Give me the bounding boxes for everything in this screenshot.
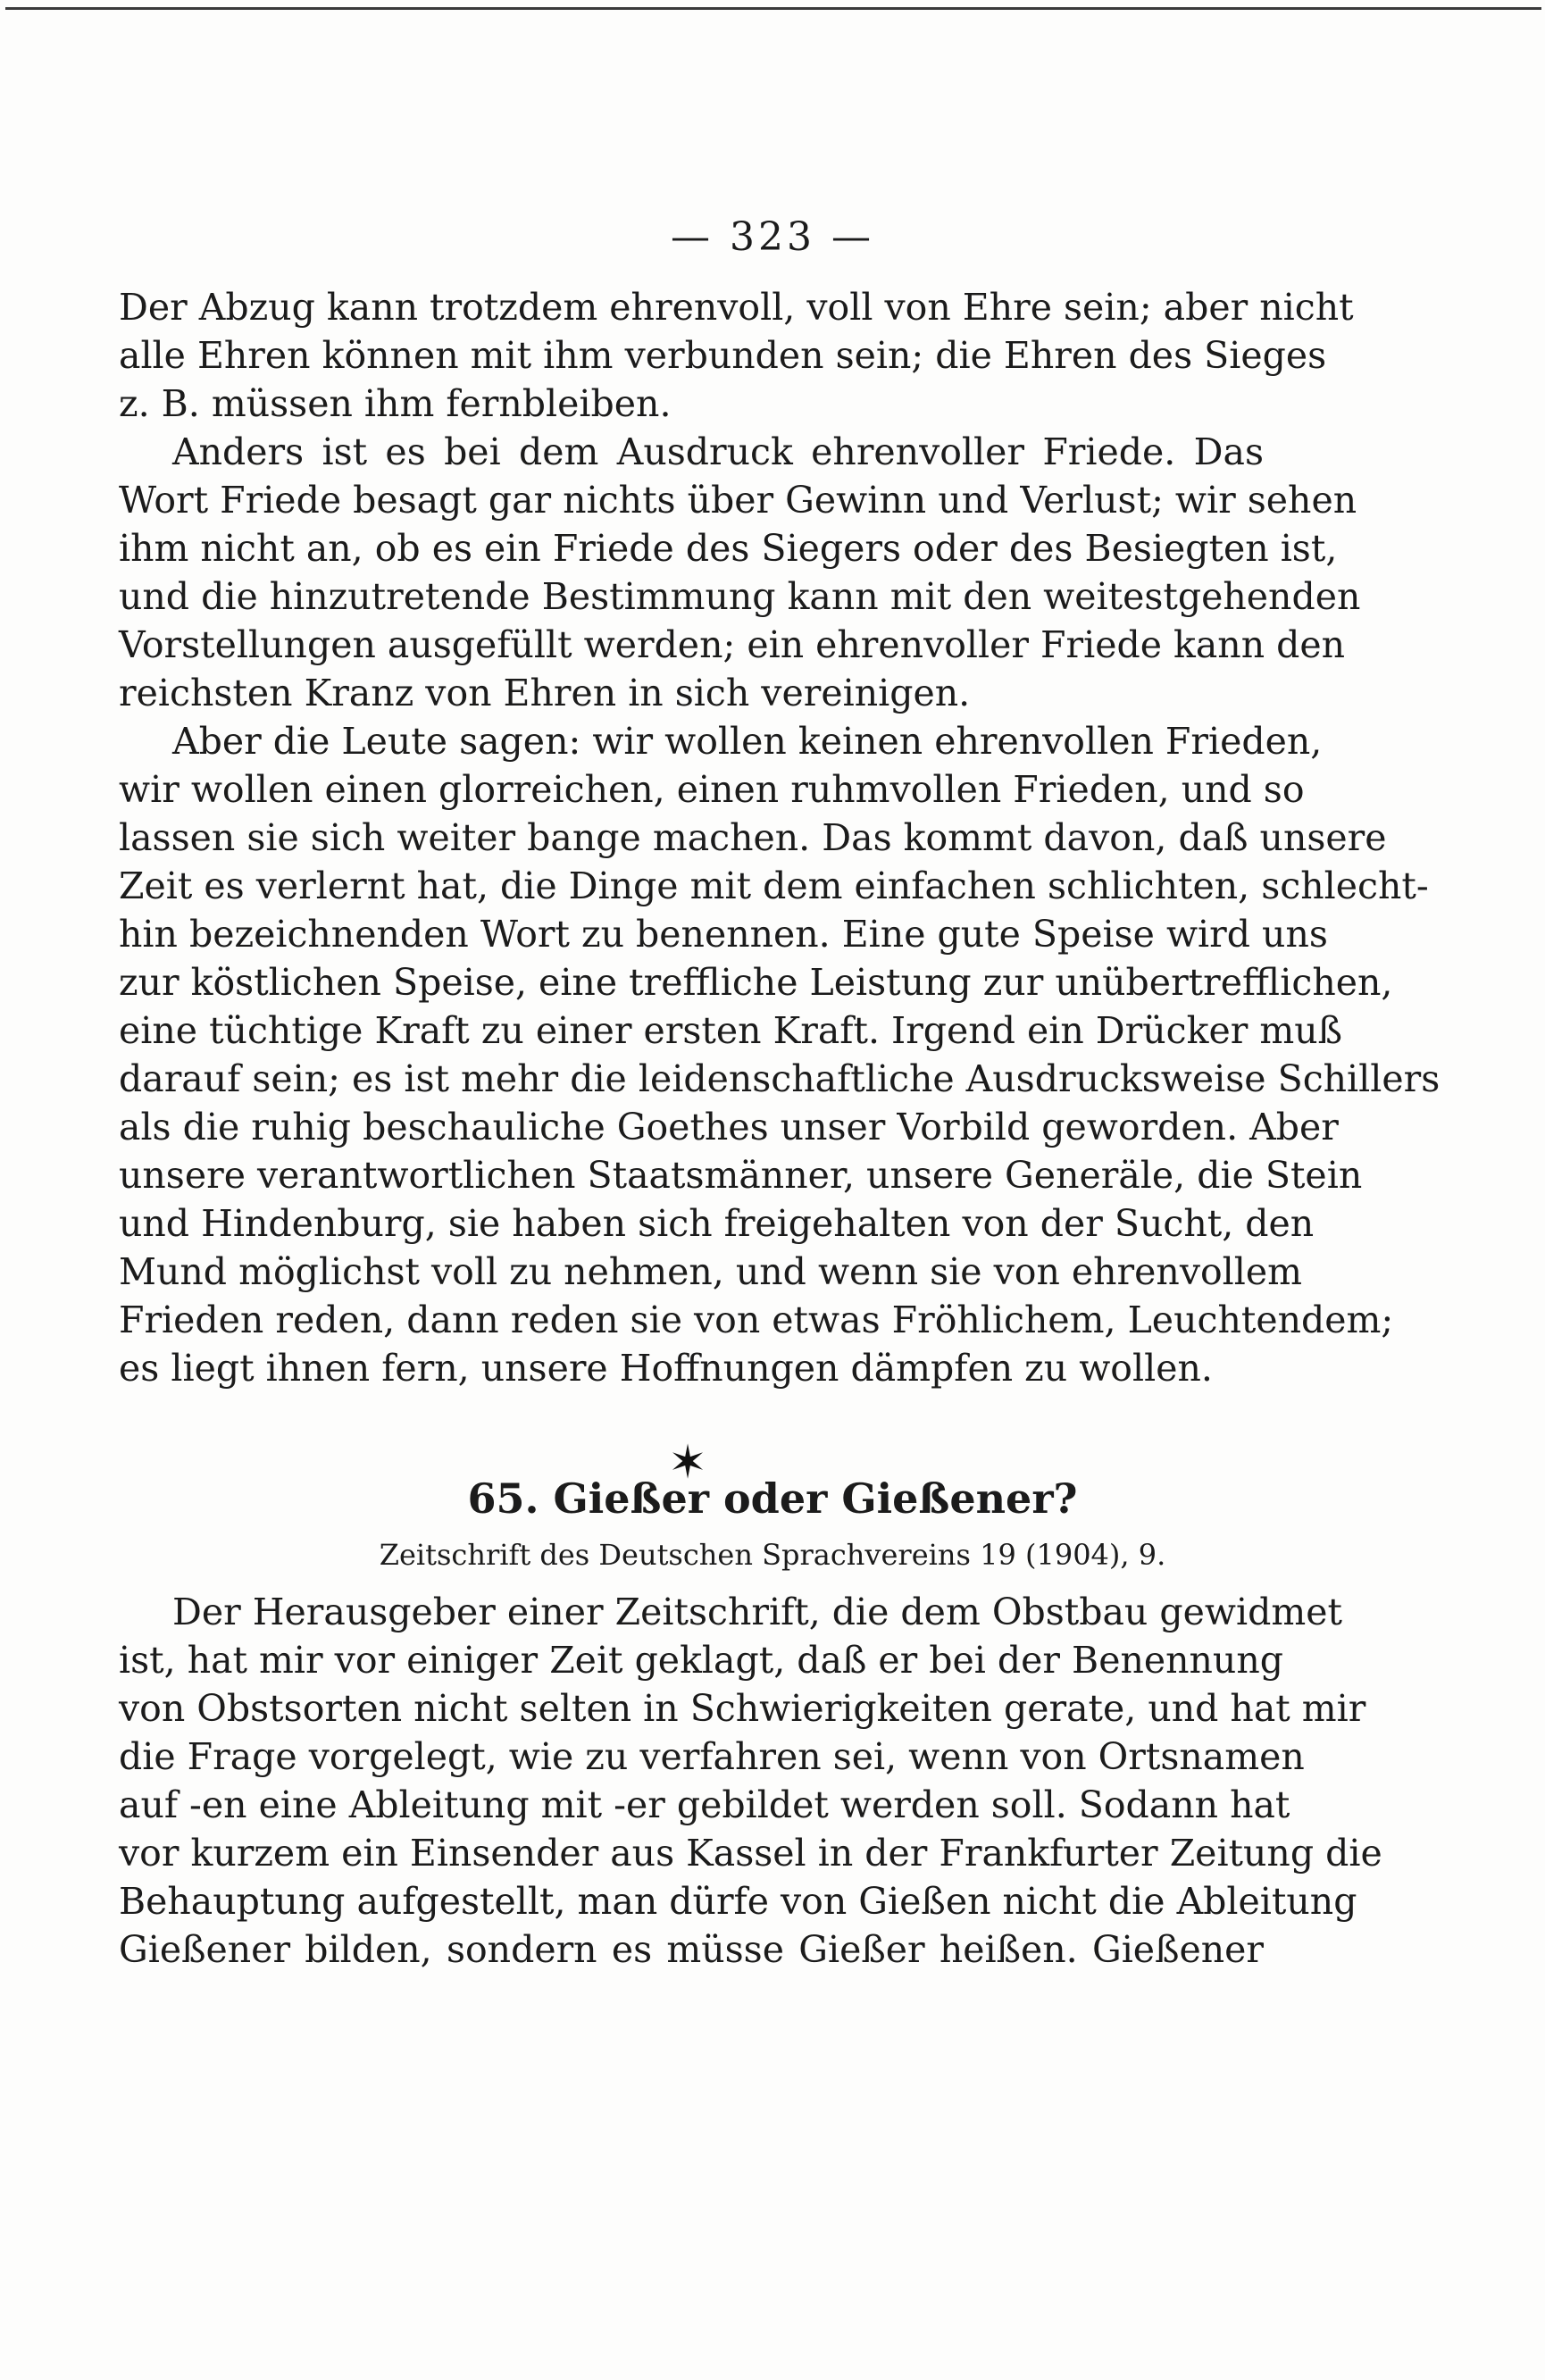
text-line: ist, hat mir vor einiger Zeit geklagt, daß er bei der Benennung: [119, 1639, 1283, 1682]
text-line: vor kurzem ein Einsender aus Kassel in der Frankfurter Zeitung die: [119, 1832, 1382, 1875]
text-line: hin bezeichnenden Wort zu benennen. Eine gute Speise wird uns: [119, 913, 1328, 956]
text-line: z. B. müssen ihm fernbleiben.: [119, 382, 672, 425]
source-citation: Zeitschrift des Deutschen Sprachvereins 19 (1904), 9.: [379, 1538, 1166, 1572]
text-line: lassen sie sich weiter bange machen. Das kommt davon, daß unsere: [119, 816, 1387, 859]
text-line: unsere verantwortlichen Staatsmänner, unsere Generäle, die Stein: [119, 1154, 1363, 1197]
text-line: alle Ehren können mit ihm verbunden sein; die Ehren des Sieges: [119, 334, 1327, 377]
text-line: Vorstellungen ausgefüllt werden; ein ehrenvoller Friede kann den: [119, 623, 1346, 666]
text-line: darauf sein; es ist mehr die leidenschaftliche Ausdrucksweise Schillers: [119, 1057, 1441, 1100]
text-line: auf -en eine Ableitung mit -er gebildet werden soll. Sodann hat: [119, 1783, 1290, 1826]
text-line: von Obstsorten nicht selten in Schwierigkeiten gerate, und hat mir: [119, 1687, 1366, 1730]
text-line: als die ruhig beschauliche Goethes unser Vorbild geworden. Aber: [119, 1106, 1339, 1148]
text-line: Der Herausgeber einer Zeitschrift, die dem Obstbau gewidmet: [172, 1591, 1342, 1633]
text-line: eine tüchtige Kraft zu einer ersten Kraft. Irgend ein Drücker muß: [119, 1009, 1343, 1052]
text-line: es liegt ihnen fern, unsere Hoffnungen dämpfen zu wollen.: [119, 1347, 1213, 1390]
page-number: — 323 —: [671, 214, 874, 260]
text-line: die Frage vorgelegt, wie zu verfahren sei, wenn von Ortsnamen: [119, 1735, 1305, 1778]
main-text: [119, 283, 1441, 1392]
top-rule: [5, 7, 1541, 10]
section-text: [119, 1588, 1382, 1974]
text-line: Zeit es verlernt hat, die Dinge mit dem einfachen schlichten, schlecht-: [119, 864, 1429, 907]
text-line: reichsten Kranz von Ehren in sich vereinigen.: [119, 672, 971, 714]
text-line: wir wollen einen glorreichen, einen ruhmvollen Frieden, und so: [119, 768, 1305, 811]
text-line: Gießener bilden, sondern es müsse Gießer heißen. Gießener: [119, 1928, 1264, 1971]
section-heading: 65. Gießer oder Gießener?: [467, 1474, 1078, 1523]
text-line: Mund möglichst voll zu nehmen, und wenn sie von ehrenvollem: [119, 1250, 1303, 1293]
text-line: und die hinzutretende Bestimmung kann mit den weitestgehenden: [119, 575, 1361, 618]
text-line: Frieden reden, dann reden sie von etwas Fröhlichem, Leuchtendem;: [119, 1299, 1394, 1341]
text-line: Behauptung aufgestellt, man dürfe von Gießen nicht die Ableitung: [119, 1880, 1357, 1923]
star-ornament-icon: ✶: [668, 1436, 707, 1490]
text-line: Wort Friede besagt gar nichts über Gewinn und Verlust; wir sehen: [119, 479, 1357, 522]
text-line: ihm nicht an, ob es ein Friede des Siegers oder des Besiegten ist,: [119, 527, 1338, 570]
text-line: Aber die Leute sagen: wir wollen keinen ehrenvollen Frieden,: [172, 720, 1323, 763]
text-line: zur köstlichen Speise, eine treffliche Leistung zur unübertrefflichen,: [119, 961, 1393, 1004]
text-line: Der Abzug kann trotzdem ehrenvoll, voll von Ehre sein; aber nicht: [119, 286, 1354, 329]
text-line: Anders ist es bei dem Ausdruck ehrenvoller Friede. Das: [172, 430, 1264, 473]
text-line: und Hindenburg, sie haben sich freigehalten von der Sucht, den: [119, 1202, 1315, 1245]
